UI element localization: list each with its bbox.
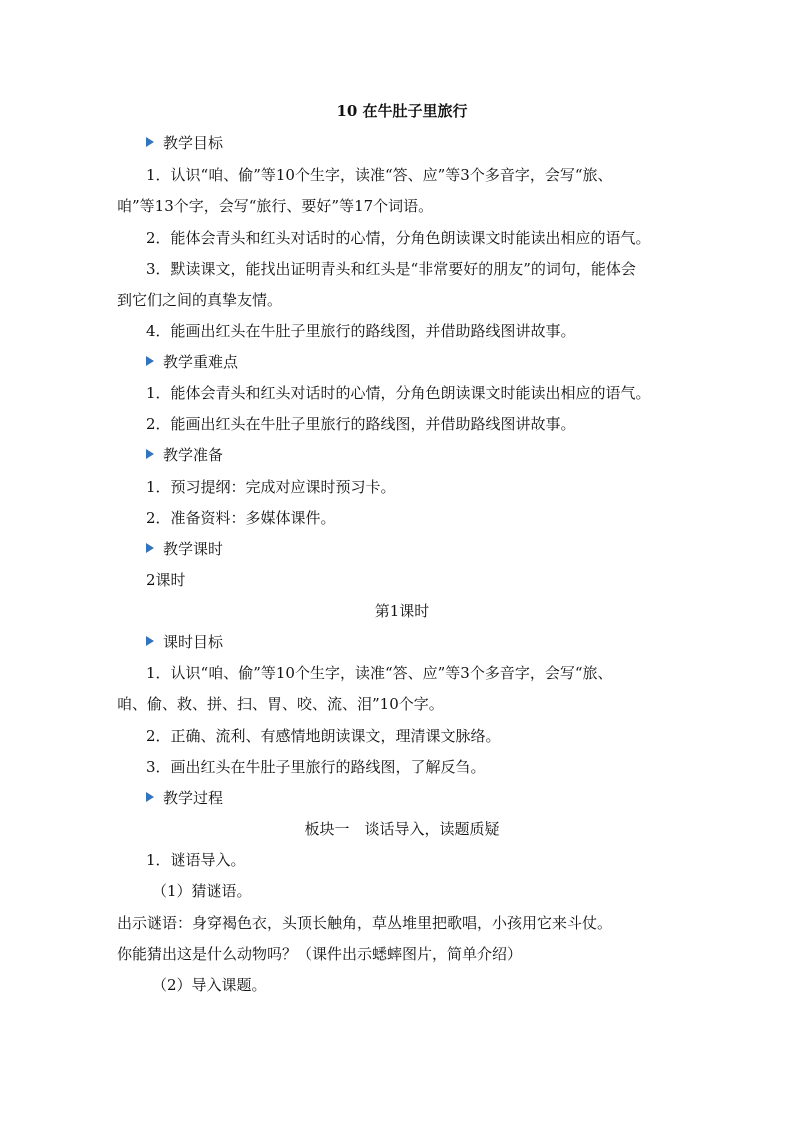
lesson-goal-line: 2．正确、流利、有感情地朗读课文，理清课文脉络。 — [146, 727, 501, 745]
goal-line: 1．认识“咱、偷”等10个生字，读准“答、应”等3个多音字，会写“旅、 — [146, 166, 613, 184]
page-title: 10 在牛肚子里旅行 — [336, 102, 468, 120]
prep-line: 1．预习提纲：完成对应课时预习卡。 — [146, 478, 396, 496]
section-heading-prep: 教学准备 — [146, 445, 687, 465]
prep-line: 2．准备资料：多媒体课件。 — [146, 509, 336, 527]
section-heading-hours: 教学课时 — [146, 539, 687, 559]
process-line: （2）导入课题。 — [152, 976, 267, 994]
triangle-bullet-icon — [146, 792, 154, 802]
process-line: 1．谜语导入。 — [146, 851, 246, 869]
triangle-bullet-icon — [146, 543, 154, 553]
process-line: 出示谜语：身穿褐色衣，头顶长触角，草丛堆里把歌唱，小孩用它来斗仗。 — [117, 914, 613, 932]
triangle-bullet-icon — [146, 137, 154, 147]
section-heading-key: 教学重难点 — [146, 352, 687, 372]
lesson-goal-line: 3．画出红头在牛肚子里旅行的路线图，了解反刍。 — [146, 758, 486, 776]
triangle-bullet-icon — [146, 449, 154, 459]
goal-line: 到它们之间的真挚友情。 — [117, 291, 283, 309]
section-heading-process: 教学过程 — [146, 788, 687, 808]
key-line: 2．能画出红头在牛肚子里旅行的路线图，并借助路线图讲故事。 — [146, 415, 576, 433]
goal-line: 咱”等13个字，会写“旅行、要好”等17个词语。 — [117, 197, 434, 215]
goal-line: 3．默读课文，能找出证明青头和红头是“非常要好的朋友”的词句，能体会 — [146, 260, 636, 278]
lesson-title: 第1课时 — [374, 602, 430, 620]
section-heading-goals: 教学目标 — [146, 133, 687, 153]
goal-line: 4．能画出红头在牛肚子里旅行的路线图，并借助路线图讲故事。 — [146, 322, 576, 340]
hours-value: 2课时 — [146, 571, 186, 589]
triangle-bullet-icon — [146, 356, 154, 366]
lesson-goal-line: 1．认识“咱、偷”等10个生字，读准“答、应”等3个多音字，会写“旅、 — [146, 664, 613, 682]
lesson-goal-line: 咱、偷、救、拼、扫、胃、咬、流、泪”10个字。 — [117, 695, 444, 713]
key-line: 1．能体会青头和红头对话时的心情，分角色朗读课文时能读出相应的语气。 — [146, 384, 651, 402]
block-title: 板块一 谈话导入，读题质疑 — [304, 820, 500, 838]
goal-line: 2．能体会青头和红头对话时的心情，分角色朗读课文时能读出相应的语气。 — [146, 229, 651, 247]
triangle-bullet-icon — [146, 636, 154, 646]
process-line: 你能猜出这是什么动物吗？（课件出示蟋蟀图片，简单介绍） — [117, 945, 523, 963]
section-heading-lesson-goals: 课时目标 — [146, 632, 687, 652]
process-line: （1）猜谜语。 — [152, 882, 252, 900]
